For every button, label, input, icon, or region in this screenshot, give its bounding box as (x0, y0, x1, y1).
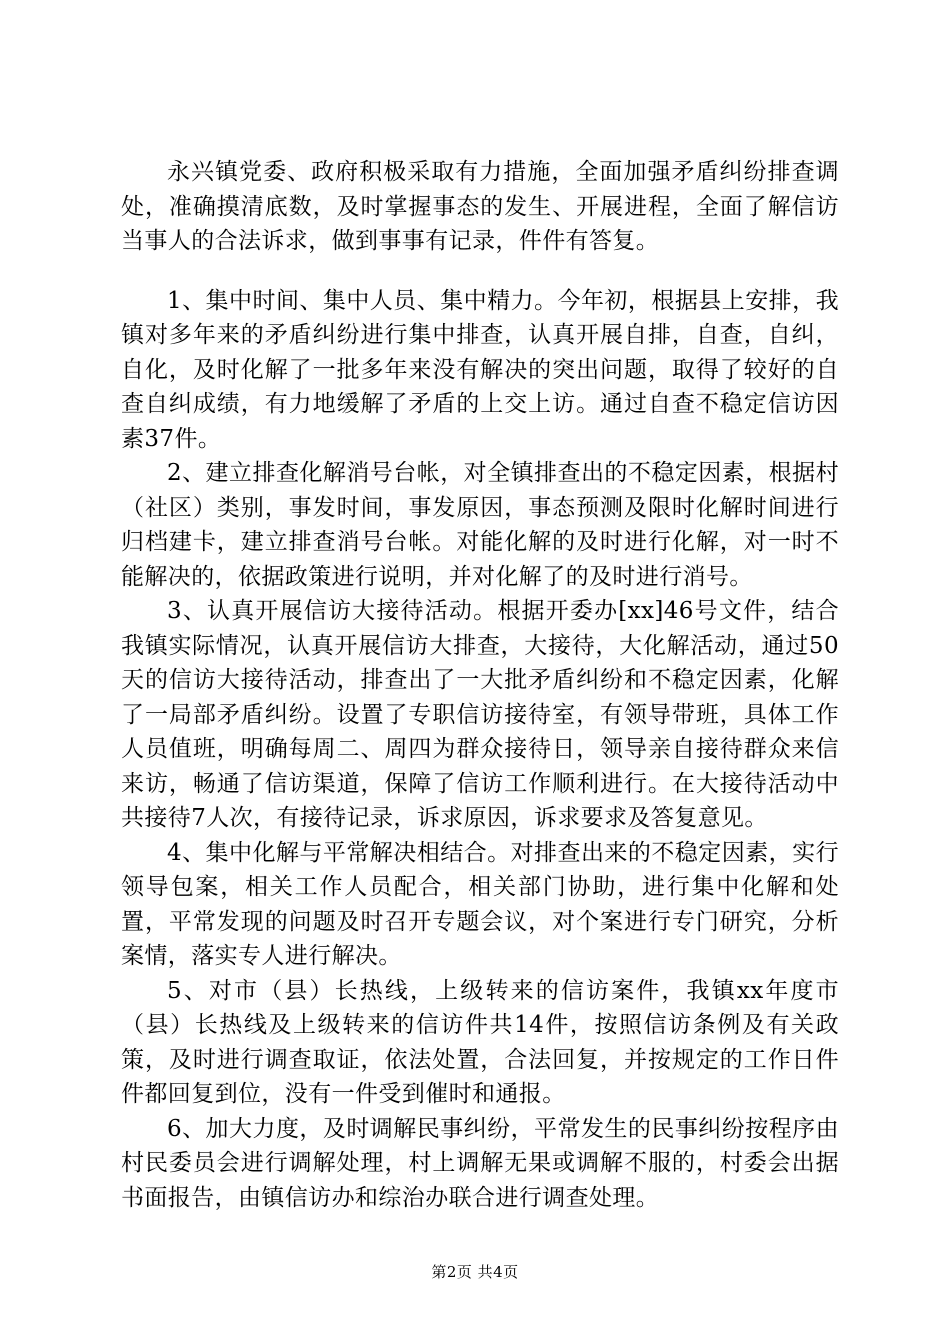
item-paragraph-1: 1、集中时间、集中人员、集中精力。今年初，根据县上安排，我镇对多年来的矛盾纠纷进行集中排查，认真开展自排，自查，自纠，自化，及时化解了一批多年来没有解决的突出问题，取得了较好的自查自纠成绩，有力地缓解了矛盾的上交上访。通过自查不稳定信访因素37件。 (121, 287, 839, 452)
page-footer: 第2页 共4页 (431, 1263, 519, 1281)
item-paragraph-6: 6、加大力度，及时调解民事纠纷，平常发生的民事纠纷按程序由村民委员会进行调解处理，村上调解无果或调解不服的，村委会出据书面报告，由镇信访办和综治办联合进行调查处理。 (121, 1115, 839, 1211)
item-paragraph-2: 2、建立排查化解消号台帐，对全镇排查出的不稳定因素，根据村（社区）类别，事发时间，事发原因，事态预测及限时化解时间进行归档建卡，建立排查消号台帐。对能化解的及时进行化解，对一时不能解决的，依据政策进行说明，并对化解了的及时进行消号。 (121, 460, 839, 590)
intro-paragraph: 永兴镇党委、政府积极采取有力措施，全面加强矛盾纠纷排查调处，准确摸清底数，及时掌握事态的发生、开展进程，全面了解信访当事人的合法诉求，做到事事有记录，件件有答复。 (121, 159, 839, 254)
item-paragraph-5: 5、对市（县）长热线，上级转来的信访案件，我镇xx年度市（县）长热线及上级转来的信访件共14件，按照信访条例及有关政策，及时进行调查取证，依法处置，合法回复，并按规定的工作日件件都回复到位，没有一件受到催时和通报。 (121, 977, 839, 1107)
document-body (121, 155, 839, 1215)
item-paragraph-3: 3、认真开展信访大接待活动。根据开委办[xx]46号文件，结合我镇实际情况，认真开展信访大排查，大接待，大化解活动，通过50天的信访大接待活动，排查出了一大批矛盾纠纷和不稳定因素，化解了一局部矛盾纠纷。设置了专职信访接待室，有领导带班，具体工作人员值班，明确每周二、周四为群众接待日，领导亲自接待群众来信来访，畅通了信访渠道，保障了信访工作顺利进行。在大接待活动中共接待7人次，有接待记录，诉求原因，诉求要求及答复意见。 (121, 598, 839, 831)
item-paragraph-4: 4、集中化解与平常解决相结合。对排查出来的不稳定因素，实行领导包案，相关工作人员配合，相关部门协助，进行集中化解和处置，平常发现的问题及时召开专题会议，对个案进行专门研究，分析案情，落实专人进行解决。 (121, 839, 839, 969)
